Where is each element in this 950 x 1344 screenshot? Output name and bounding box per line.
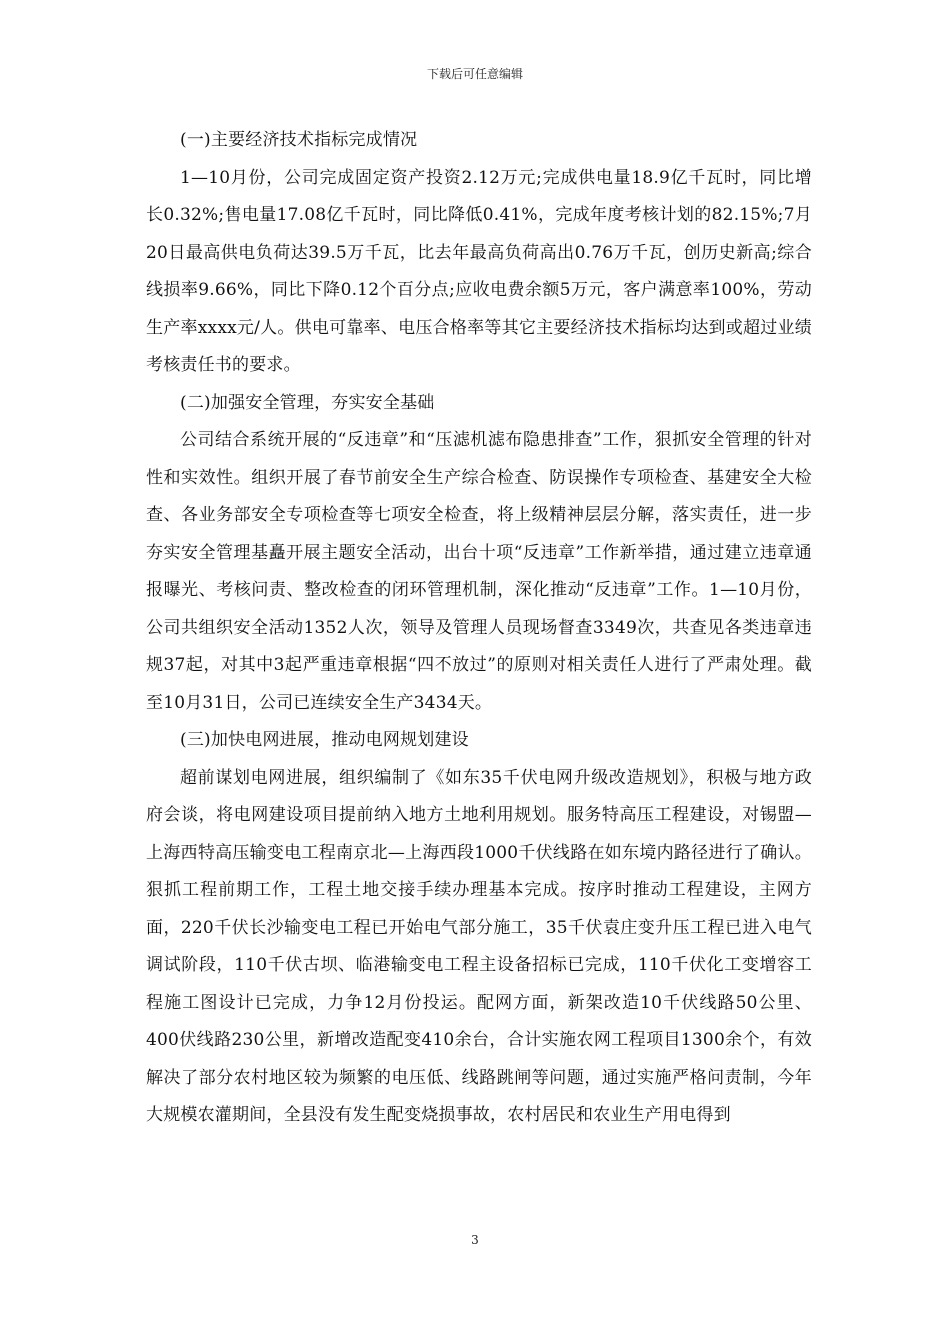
section-body-2: 公司结合系统开展的“反违章”和“压滤机滤布隐患排查”工作，狠抓安全管理的针对性和实效性。组织开展了春节前安全生产综合检查、防误操作专项检查、基建安全大检查、各业务部安全专项检查等七项安全检查，将上级精神层层分解，落实责任，进一步夯实安全管理基矗开展主题安全活动，出台十项“反违章”工作新举措，通过建立违章通报曝光、考核问责、整改检查的闭环管理机制，深化推动“反违章”工作。1—10月份，公司共组织安全活动1352人次，领导及管理人员现场督查3349次，共查见各类违章违规37起，对其中3起严重违章根据“四不放过”的原则对相关责任人进行了严肃处理。截至10月31日，公司已连续安全生产3434天。: [146, 430, 812, 713]
page-number: 3: [471, 1233, 479, 1247]
section-heading-3: (三)加快电网进展，推动电网规划建设: [180, 730, 469, 750]
section-heading-2: (二)加强安全管理，夯实安全基础: [180, 392, 435, 413]
section-body-1: 1—10月份，公司完成固定资产投资2.12万元;完成供电量18.9亿千瓦时，同比增长0.32%;售电量17.08亿千瓦时，同比降低0.41%，完成年度考核计划的82.15%;7月20日最高供电负荷达39.5万千瓦，比去年最高负荷高出0.76万千瓦，创历史新高;综合线损率9.66%，同比下降0.12个百分点;应收电费余额5万元，客户满意率100%，劳动生产率xxxx元/人。供电可靠率、电压合格率等其它主要经济技术指标均达到或超过业绩考核责任书的要求。: [146, 167, 812, 375]
page-header: 下载后可任意编辑: [426, 67, 523, 81]
document-body: [146, 122, 812, 1135]
section-body-3: 超前谋划电网进展，组织编制了《如东35千伏电网升级改造规划》，积极与地方政府会谈，将电网建设项目提前纳入地方土地利用规划。服务特高压工程建设，对锡盟—上海西特高压输变电工程南京北—上海西段1000千伏线路在如东境内路径进行了确认。狠抓工程前期工作，工程土地交接手续办理基本完成。按序时推动工程建设，主网方面，220千伏长沙输变电工程已开始电气部分施工，35千伏袁庄变升压工程已进入电气调试阶段，110千伏古坝、临港输变电工程主设备招标已完成，110千伏化工变增容工程施工图设计已完成，力争12月份投运。配网方面，新架改造10千伏线路50公里、400伏线路230公里，新增改造配变410余台，合计实施农网工程项目1300余个，有效解决了部分农村地区较为频繁的电压低、线路跳闸等问题，通过实施严格问责制，今年大规模农灌期间，全县没有发生配变烧损事故，农村居民和农业生产用电得到: [146, 767, 812, 1125]
section-heading-1: (一)主要经济技术指标完成情况: [180, 130, 418, 150]
